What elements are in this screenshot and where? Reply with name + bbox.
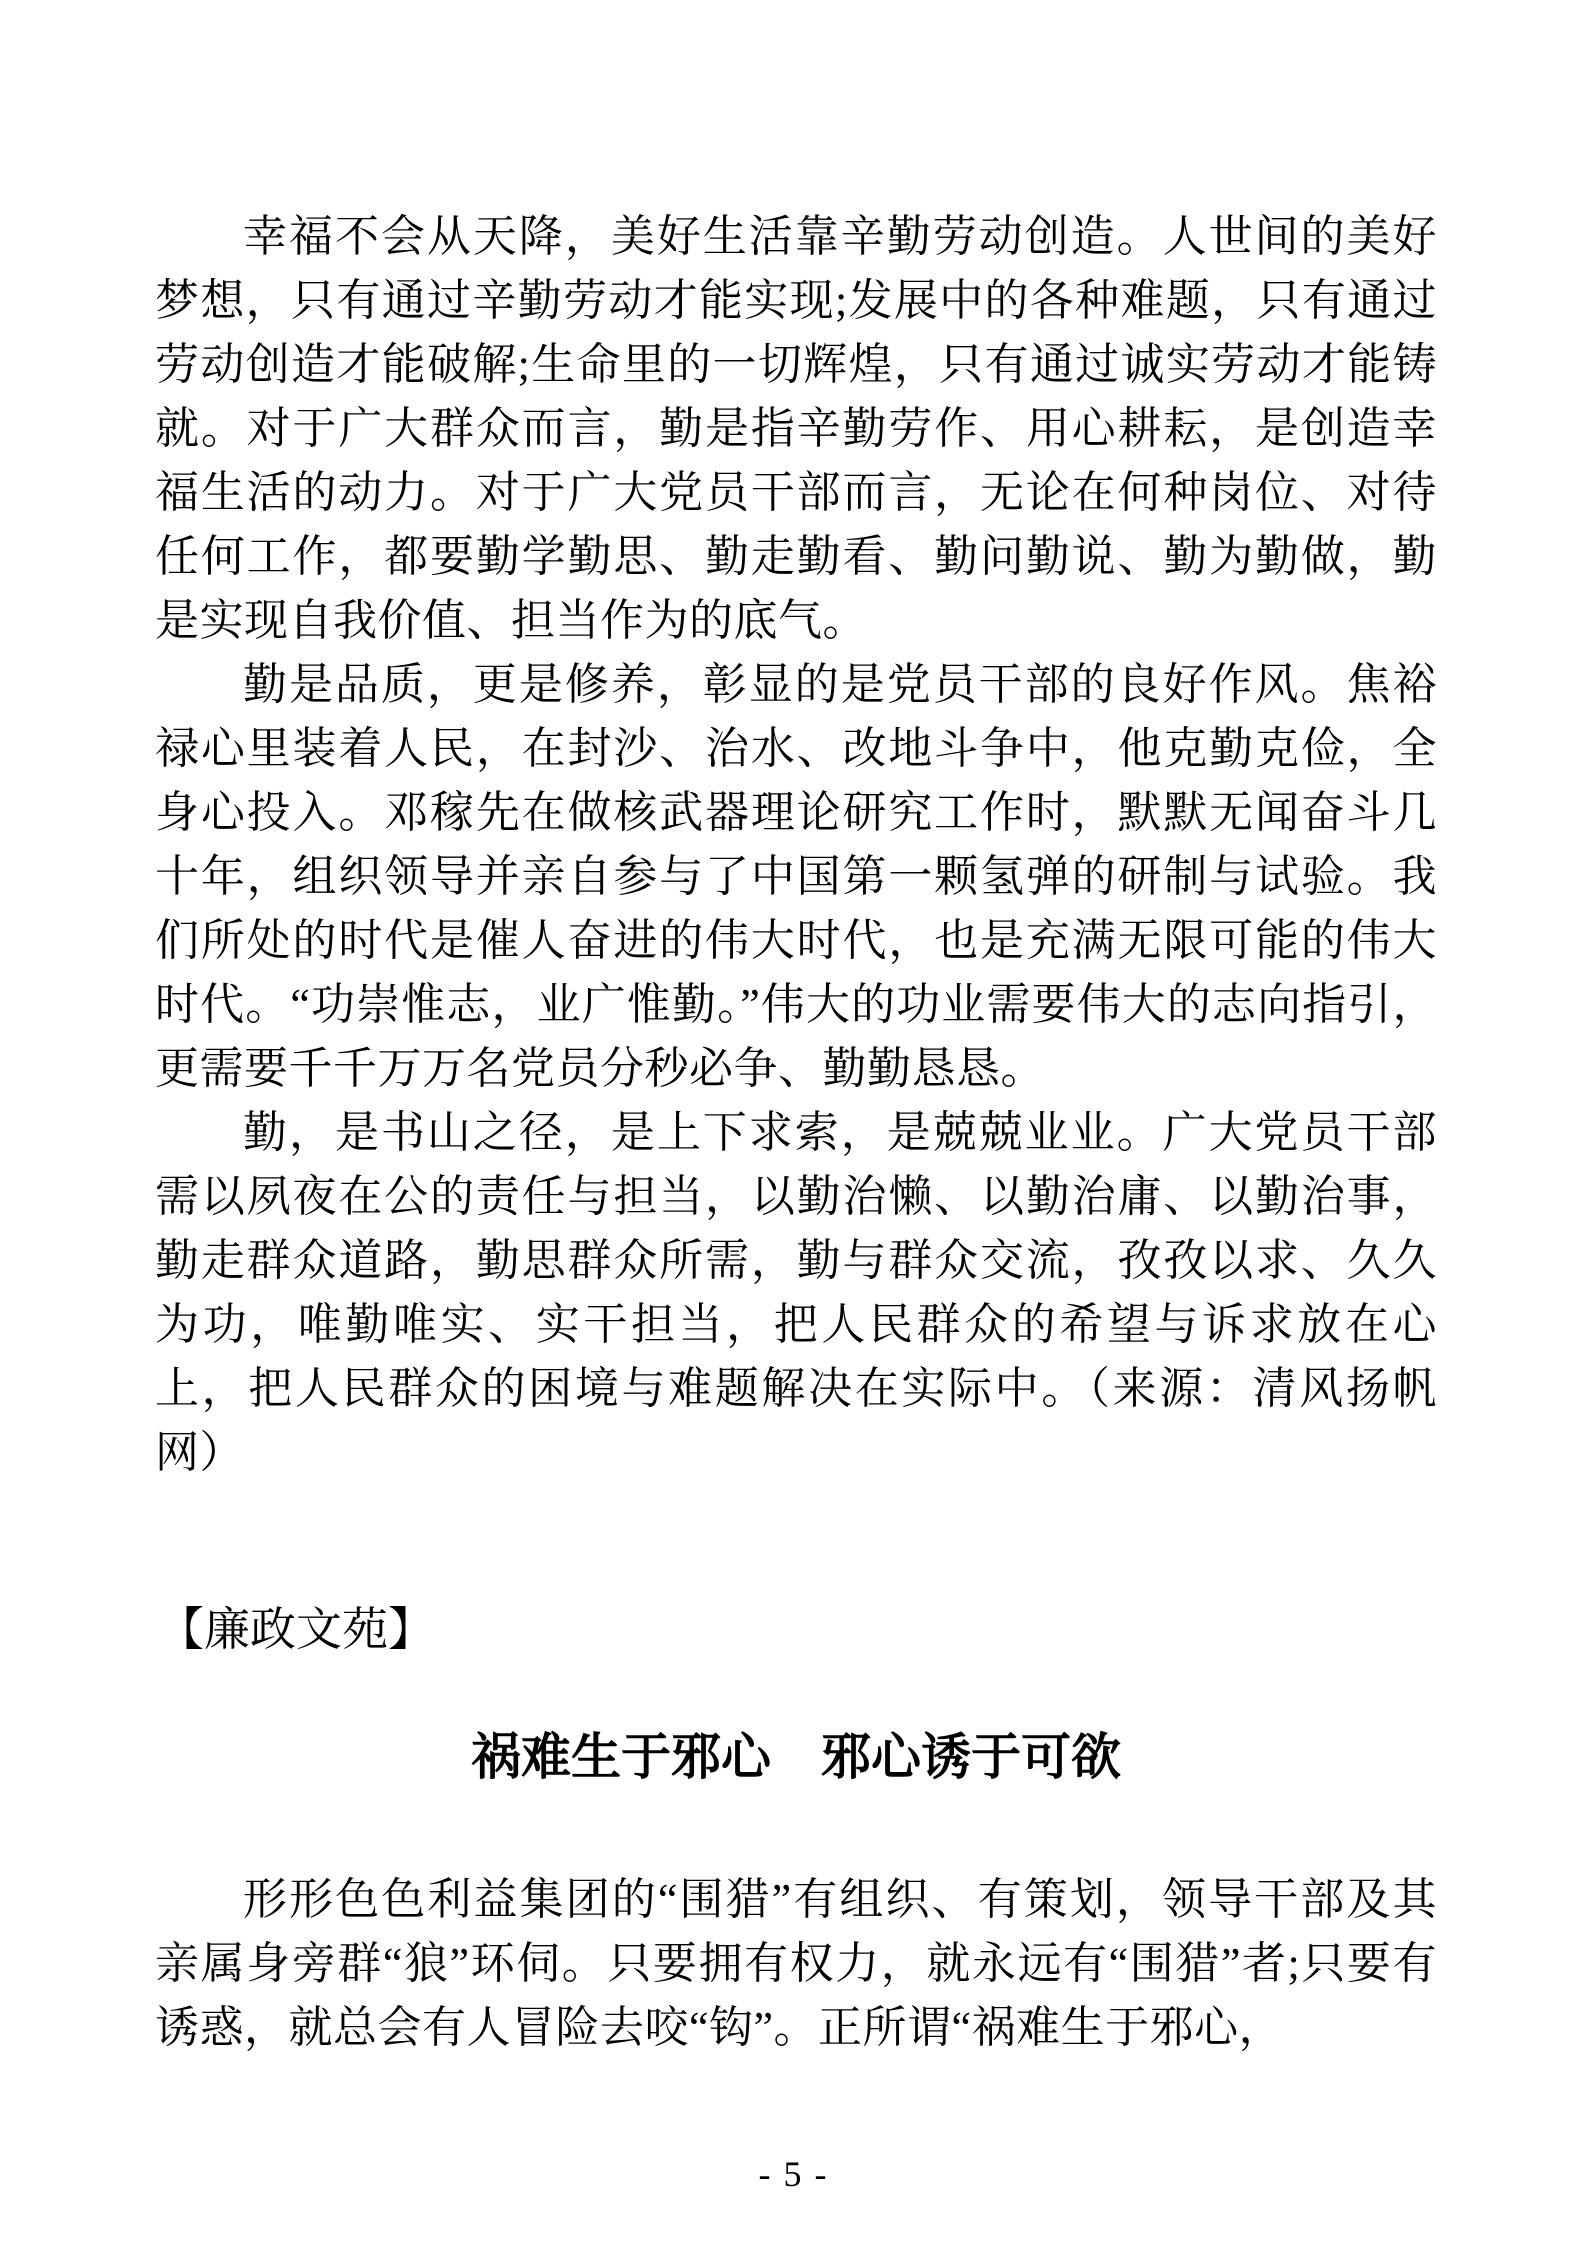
article-qin-body — [155, 205, 1437, 1485]
section-header-lianzheng-wenyuan: 【廉政文苑】 — [158, 1604, 434, 1655]
paragraph: 勤，是书山之径，是上下求索，是兢兢业业。广大党员干部需以夙夜在公的责任与担当，以勤治懒、以勤治庸、以勤治事，勤走群众道路，勤思群众所需，勤与群众交流，孜孜以求、久久为功，唯勤唯实、实干担当，把人民群众的希望与诉求放在心上，把人民群众的困境与难题解决在实际中。（来源：清风扬帆网） — [155, 1108, 1437, 1477]
page-number: - 5 - — [758, 2154, 829, 2194]
paragraph: 形形色色利益集团的“围猎”有组织、有策划，领导干部及其亲属身旁群“狼”环伺。只要拥有权力，就永远有“围猎”者;只要有诱惑，就总会有人冒险去咬“钩”。正所谓“祸难生于邪心， — [155, 1875, 1437, 2052]
article-title: 祸难生于邪心 邪心诱于可欲 — [471, 1729, 1121, 1785]
paragraph: 勤是品质，更是修养，彰显的是党员干部的良好作风。焦裕禄心里装着人民，在封沙、治水、改地斗争中，他克勤克俭，全身心投入。邓稼先在做核武器理论研究工作时，默默无闻奋斗几十年，组织领导并亲自参与了中国第一颗氢弹的研制与试验。我们所处的时代是催人奋进的伟大时代，也是充满无限可能的伟大时代。“功崇惟志，业广惟勤。”伟大的功业需要伟大的志向指引，更需要千千万万名党员分秒必争、勤勤恳恳。 — [155, 660, 1437, 1093]
paragraph: 幸福不会从天降，美好生活靠辛勤劳动创造。人世间的美好梦想，只有通过辛勤劳动才能实现;发展中的各种难题，只有通过劳动创造才能破解;生命里的一切辉煌，只有通过诚实劳动才能铸就。对于广大群众而言，勤是指辛勤劳作、用心耕耘，是创造幸福生活的动力。对于广大党员干部而言，无论在何种岗位、对待任何工作，都要勤学勤思、勤走勤看、勤问勤说、勤为勤做，勤是实现自我价值、担当作为的底气。 — [155, 212, 1437, 645]
article-huo-body — [155, 1868, 1437, 2060]
